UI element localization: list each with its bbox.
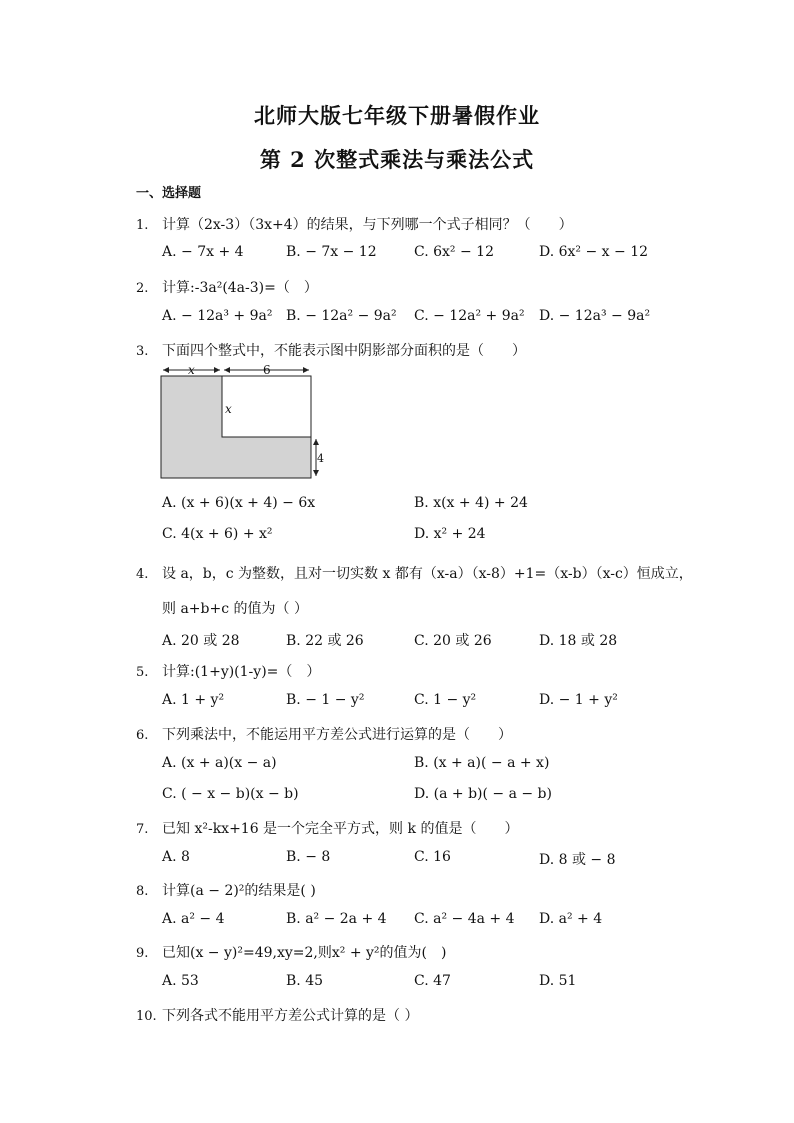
question-number: 6. xyxy=(136,728,149,743)
question-number: 3. xyxy=(136,344,149,359)
option-d: D. 6x² − x − 12 xyxy=(539,244,649,260)
option-c: C. − 12a² + 9a² xyxy=(414,308,525,324)
shaded-area-figure xyxy=(155,362,335,486)
option-b: B. 22 或 26 xyxy=(286,633,364,649)
option-b: B. (x + a)( − a + x) xyxy=(414,755,550,771)
question-number: 7. xyxy=(136,822,149,837)
option-a: A. (x + a)(x − a) xyxy=(162,755,277,771)
question-text: 计算:(1+y)(1-y)=（ ） xyxy=(162,664,321,680)
question-4 xyxy=(136,563,693,583)
option-a: A. 53 xyxy=(162,973,199,989)
question-number: 8. xyxy=(136,884,149,899)
option-c: C. 6x² − 12 xyxy=(414,244,494,260)
option-c: C. a² − 4a + 4 xyxy=(414,911,515,927)
inner-white-rect xyxy=(222,376,311,437)
option-d: D. 51 xyxy=(539,973,577,989)
question-text: 计算:-3a²(4a-3)=（ ） xyxy=(162,280,318,296)
question-10 xyxy=(136,1005,418,1025)
label-x-inner: x xyxy=(225,402,232,416)
option-b: B. − 7x − 12 xyxy=(286,244,377,260)
question-text: 计算(a − 2)²的结果是( ) xyxy=(162,883,316,899)
question-number: 2. xyxy=(136,281,149,296)
option-c: C. 47 xyxy=(414,973,451,989)
option-a: A. (x + 6)(x + 4) − 6x xyxy=(162,495,316,511)
question-text: 设 a，b，c 为整数，且对一切实数 x 都有（x-a）（x-8）+1=（x-b）（x-c）恒成立， xyxy=(162,566,693,582)
option-a: A. − 7x + 4 xyxy=(162,244,244,260)
option-b: B. a² − 2a + 4 xyxy=(286,911,387,927)
question-6 xyxy=(136,724,512,744)
question-number: 5. xyxy=(136,665,149,680)
question-7 xyxy=(136,818,518,838)
option-b: B. − 1 − y² xyxy=(286,692,365,708)
question-number: 1. xyxy=(136,218,149,233)
question-number: 4. xyxy=(136,567,149,582)
option-b: B. − 12a² − 9a² xyxy=(286,308,397,324)
section-heading: 一、选择题 xyxy=(136,186,202,201)
label-6-top: 6 xyxy=(263,363,271,377)
option-d: D. 18 或 28 xyxy=(539,633,618,649)
question-text: 下列乘法中，不能运用平方差公式进行运算的是（ ） xyxy=(162,727,512,743)
question-text: 计算（2x-3）（3x+4）的结果，与下列哪一个式子相同？（ ） xyxy=(162,217,573,233)
option-d: D. (a + b)( − a − b) xyxy=(414,786,552,802)
question-9 xyxy=(136,942,446,962)
option-a: A. − 12a³ + 9a² xyxy=(162,308,273,324)
question-2 xyxy=(136,277,318,297)
option-a: A. 20 或 28 xyxy=(162,633,240,649)
option-a: A. a² − 4 xyxy=(162,911,225,927)
option-b: B. 45 xyxy=(286,973,324,989)
option-d: D. a² + 4 xyxy=(539,911,603,927)
question-5 xyxy=(136,661,320,681)
question-3 xyxy=(136,340,526,360)
question-text: 已知 x²-kx+16 是一个完全平方式，则 k 的值是（ ） xyxy=(162,821,519,837)
option-d: D. 8 或 − 8 xyxy=(539,852,616,868)
option-c: C. 1 − y² xyxy=(414,692,477,708)
page-subtitle: 第 2 次整式乘法与乘法公式 xyxy=(259,147,535,172)
question-text: 已知(x − y)²=49,xy=2,则x² + y²的值为( ) xyxy=(162,945,447,961)
option-c: C. 20 或 26 xyxy=(414,633,492,649)
option-c: C. 4(x + 6) + x² xyxy=(162,526,273,542)
question-4-line2: 则 a+b+c 的值为（ ） xyxy=(162,601,308,617)
question-8 xyxy=(136,880,316,900)
question-number: 9. xyxy=(136,946,149,961)
option-d: D. − 12a³ − 9a² xyxy=(539,308,651,324)
option-a: A. 8 xyxy=(162,849,190,865)
option-c: C. ( − x − b)(x − b) xyxy=(162,786,299,802)
label-4-side: 4 xyxy=(317,452,324,465)
question-number: 10. xyxy=(136,1009,157,1024)
option-d: D. x² + 24 xyxy=(414,526,486,542)
option-a: A. 1 + y² xyxy=(162,692,225,708)
label-x-top: x xyxy=(188,363,195,377)
question-text: 下列各式不能用平方差公式计算的是（ ） xyxy=(162,1008,419,1024)
option-d: D. − 1 + y² xyxy=(539,692,618,708)
option-b: B. x(x + 4) + 24 xyxy=(414,495,528,511)
page-title: 北师大版七年级下册暑假作业 xyxy=(254,103,540,128)
option-b: B. − 8 xyxy=(286,849,331,865)
option-c: C. 16 xyxy=(414,849,451,865)
question-1 xyxy=(136,214,573,234)
question-text: 下面四个整式中，不能表示图中阴影部分面积的是（ ） xyxy=(162,343,526,359)
